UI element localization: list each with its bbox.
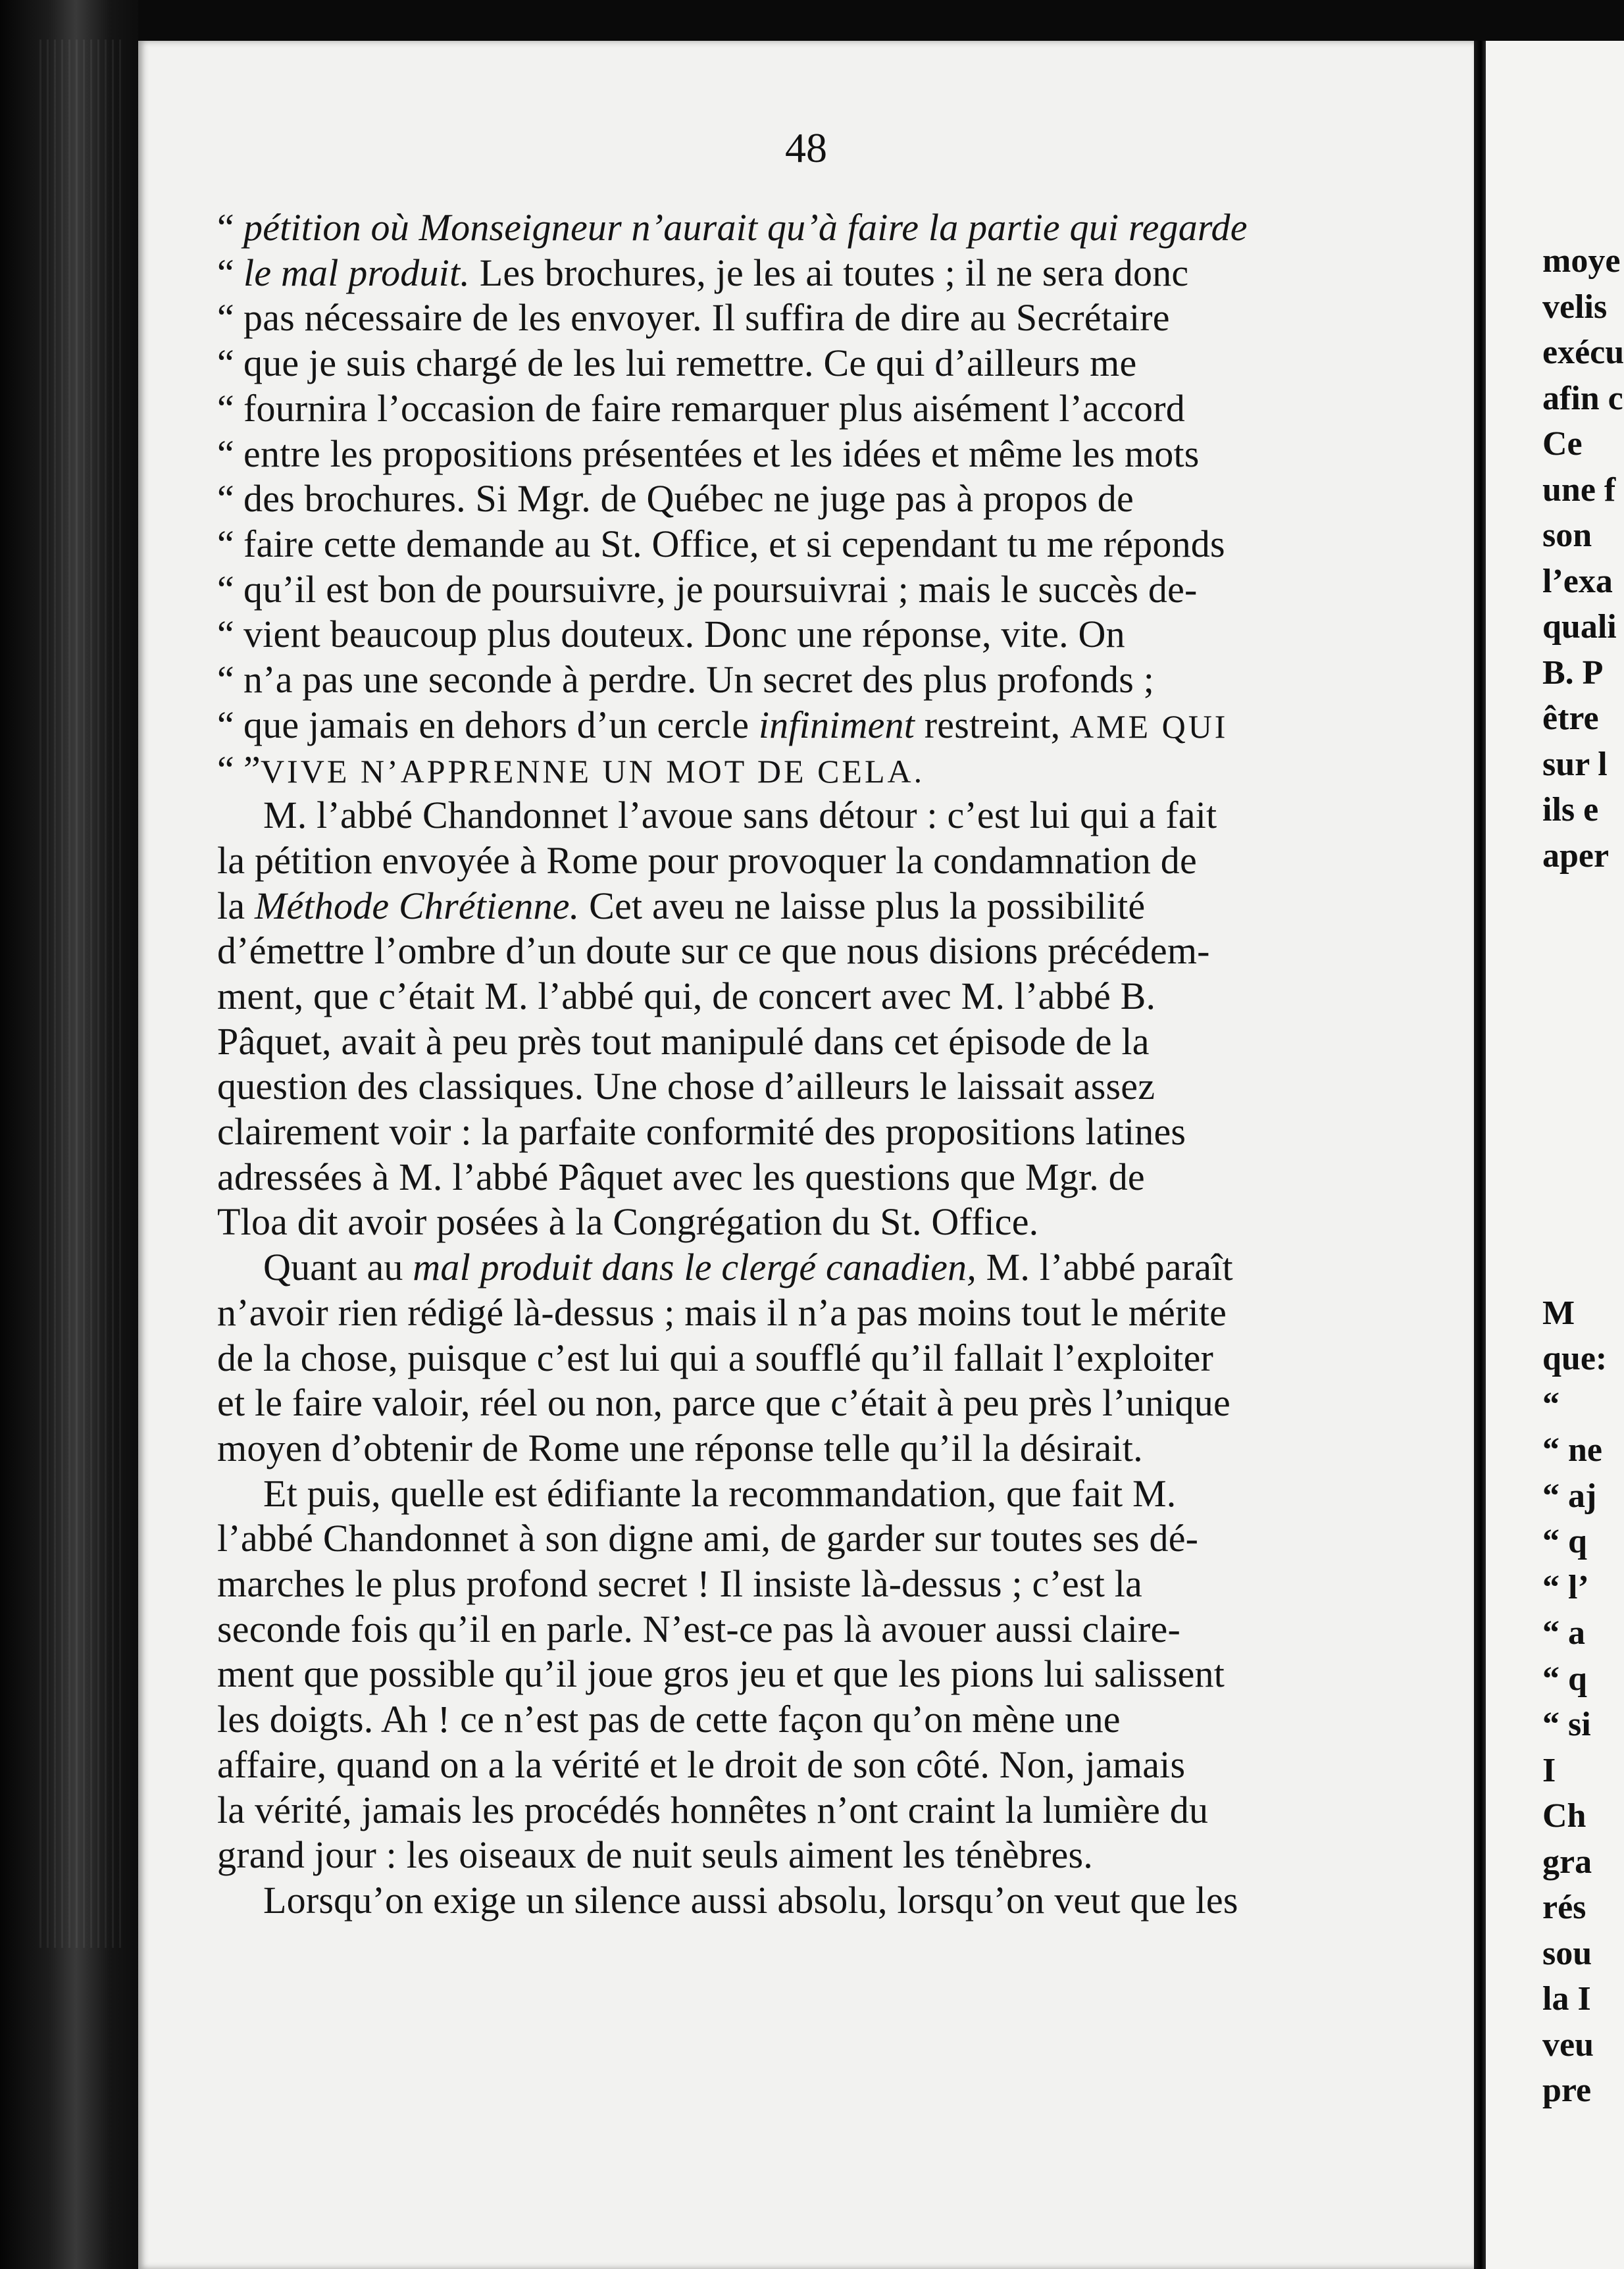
adjacent-page-line: “ q: [1542, 1523, 1587, 1560]
quote-mark: “: [217, 296, 234, 340]
text-line: [217, 251, 1454, 295]
text-line: [217, 838, 1454, 883]
adjacent-page-line: la I: [1542, 1980, 1591, 2018]
text-line: [217, 1336, 1454, 1381]
adjacent-page-line: “ ne: [1542, 1431, 1602, 1469]
text-segment: pas nécessaire de les envoyer. Il suffira de dire au Secrétaire: [243, 296, 1170, 340]
text-segment: Les brochures, je les ai toutes ; il ne sera donc: [470, 251, 1189, 294]
text-line: [217, 432, 1454, 476]
text-line: [217, 1562, 1454, 1606]
text-line: [217, 1200, 1454, 1244]
text-line: [217, 567, 1454, 612]
adjacent-page-line: une f: [1542, 471, 1616, 509]
text-line: [217, 205, 1454, 250]
text-segment: et le faire valoir, réel ou non, parce que c’était à peu près l’unique: [217, 1381, 1231, 1425]
text-segment: moyen d’obtenir de Rome une réponse telle qu’il la désirait.: [217, 1426, 1143, 1469]
adjacent-page-line: I: [1542, 1751, 1556, 1789]
adjacent-page-line: “ a: [1542, 1614, 1585, 1652]
adjacent-page-line: exécu: [1542, 334, 1624, 371]
text-segment: marches le plus profond secret ! Il insiste là-dessus ; c’est la: [217, 1562, 1142, 1605]
text-line: [217, 1471, 1500, 1516]
text-line: [217, 295, 1454, 340]
text-segment: que jamais en dehors d’un cercle: [243, 703, 759, 746]
text-line: [217, 1697, 1454, 1742]
adjacent-page-line: aper: [1542, 836, 1610, 875]
text-line: [217, 1381, 1454, 1425]
text-line: [217, 1788, 1454, 1833]
binding-texture: [39, 39, 125, 1948]
text-line: [217, 386, 1454, 431]
adjacent-page-line: moye: [1542, 242, 1621, 280]
text-segment: vient beaucoup plus douteux. Donc une réponse, vite. On: [243, 613, 1125, 656]
adjacent-page-line: veu: [1542, 2026, 1594, 2064]
text-line: [217, 703, 1454, 748]
adjacent-page-line: “: [1542, 1385, 1560, 1423]
text-line: [217, 1426, 1454, 1471]
text-line: [217, 612, 1454, 657]
text-line: [217, 1743, 1454, 1787]
adjacent-page-line: gra: [1542, 1843, 1592, 1881]
adjacent-page-line: sur l: [1542, 745, 1608, 783]
quote-mark: “: [217, 342, 234, 385]
small-caps-segment: VIVE N’APPRENNE UN MOT DE CELA.: [260, 753, 925, 790]
text-segment: M. l’abbé Chandonnet l’avoue sans détour : c’est lui qui a fait: [263, 794, 1217, 837]
text-line: [217, 929, 1454, 973]
text-segment: la: [217, 884, 255, 927]
adjacent-page-line: l’exa: [1542, 562, 1613, 600]
adjacent-page-line: afin c: [1542, 379, 1623, 417]
text-segment: adressées à M. l’abbé Pâquet avec les questions que Mgr. de: [217, 1155, 1145, 1198]
italic-segment: pétition où Monseigneur n’aurait qu’à faire la partie qui regarde: [243, 206, 1248, 249]
quote-mark: “: [217, 251, 234, 294]
quote-mark: “: [217, 206, 234, 249]
text-segment: Lorsqu’on exige un silence aussi absolu, lorsqu’on veut que les: [263, 1878, 1238, 1922]
text-segment: Quant au: [263, 1246, 413, 1289]
text-line: [217, 793, 1500, 838]
text-segment: ”: [243, 748, 261, 792]
text-segment: affaire, quand on a la vérité et le droit de son côté. Non, jamais: [217, 1743, 1186, 1786]
adjacent-page-line: “ q: [1542, 1660, 1587, 1698]
adjacent-page-line: M: [1542, 1294, 1575, 1332]
text-line: [217, 1607, 1454, 1652]
text-segment: Pâquet, avait à peu près tout manipulé dans cet épisode de la: [217, 1019, 1150, 1063]
text-line: [217, 1109, 1454, 1154]
text-segment: Cet aveu ne laisse plus la possibilité: [579, 884, 1146, 927]
text-segment: Tloa dit avoir posées à la Congrégation du St. Office.: [217, 1200, 1039, 1244]
text-segment: des brochures. Si Mgr. de Québec ne juge pas à propos de: [243, 477, 1134, 521]
text-segment: de la chose, puisque c’est lui qui a soufflé qu’il fallait l’exploiter: [217, 1336, 1214, 1379]
text-segment: faire cette demande au St. Office, et si cependant tu me réponds: [243, 522, 1225, 565]
text-segment: la vérité, jamais les procédés honnêtes n’ont craint la lumière du: [217, 1788, 1209, 1831]
italic-segment: mal produit dans le clergé canadien,: [413, 1246, 977, 1289]
text-segment: d’émettre l’ombre d’un doute sur ce que nous disions précédem-: [217, 929, 1210, 973]
italic-segment: infiniment: [758, 703, 915, 746]
adjacent-page-line: que:: [1542, 1340, 1608, 1377]
adjacent-page-line: son: [1542, 517, 1592, 554]
quote-mark: “: [217, 432, 234, 475]
page-gutter: [1474, 41, 1486, 2269]
scanner-binding-edge: [0, 0, 138, 2269]
text-segment: question des classiques. Une chose d’ailleurs le laissait assez: [217, 1065, 1155, 1108]
adjacent-page-line: être: [1542, 700, 1599, 737]
quote-mark: “: [217, 703, 234, 746]
text-line: [217, 657, 1454, 702]
text-line: [217, 476, 1454, 521]
adjacent-page-line: B. P: [1542, 653, 1604, 692]
quote-mark: “: [217, 477, 234, 521]
text-line: [217, 1019, 1454, 1064]
quote-mark: “: [217, 522, 234, 565]
text-line: [217, 1652, 1454, 1696]
adjacent-page-line: sou: [1542, 1934, 1592, 1972]
text-segment: Et puis, quelle est édifiante la recommandation, que fait M.: [263, 1471, 1177, 1515]
text-segment: l’abbé Chandonnet à son digne ami, de garder sur toutes ses dé-: [217, 1517, 1199, 1560]
text-line: [217, 341, 1454, 386]
text-segment: que je suis chargé de les lui remettre. Ce qui d’ailleurs me: [243, 342, 1137, 385]
text-line: [217, 1878, 1500, 1923]
adjacent-page-line: “ l’: [1542, 1568, 1589, 1606]
text-line: [217, 1516, 1454, 1561]
text-segment: ment que possible qu’il joue gros jeu et que les pions lui salissent: [217, 1652, 1225, 1696]
quote-mark: “: [217, 386, 234, 430]
text-segment: clairement voir : la parfaite conformité des propositions latines: [217, 1110, 1186, 1153]
text-segment: fournira l’occasion de faire remarquer plus aisément l’accord: [243, 386, 1185, 430]
text-line: [217, 748, 1454, 792]
quote-mark: “: [217, 613, 234, 656]
adjacent-page-line: ils e: [1542, 791, 1599, 829]
text-segment: grand jour : les oiseaux de nuit seuls aiment les ténèbres.: [217, 1833, 1093, 1877]
text-segment: entre les propositions présentées et les idées et même les mots: [243, 432, 1200, 475]
text-line: [217, 1833, 1454, 1877]
text-segment: les doigts. Ah ! ce n’est pas de cette façon qu’on mène une: [217, 1698, 1121, 1741]
text-segment: seconde fois qu’il en parle. N’est-ce pas là avouer aussi claire-: [217, 1607, 1180, 1650]
text-segment: n’avoir rien rédigé là-dessus ; mais il n’a pas moins tout le mérite: [217, 1290, 1227, 1334]
quote-mark: “: [217, 748, 234, 792]
text-segment: la pétition envoyée à Rome pour provoquer la condamnation de: [217, 838, 1197, 882]
adjacent-page-line: velis: [1542, 288, 1608, 326]
adjacent-page-line: Ce: [1542, 425, 1583, 463]
adjacent-page-line: rés: [1542, 1889, 1586, 1926]
page-number: 48: [785, 124, 827, 171]
text-line: [217, 522, 1454, 567]
adjacent-page-fragment: [1486, 41, 1624, 2269]
text-line: [217, 1245, 1500, 1290]
adjacent-page-line: “ aj: [1542, 1477, 1597, 1515]
text-segment: n’a pas une seconde à perdre. Un secret des plus profonds ;: [243, 658, 1155, 701]
text-segment: qu’il est bon de poursuivre, je poursuivrai ; mais le succès de-: [243, 567, 1198, 611]
text-line: [217, 1155, 1454, 1200]
adjacent-page-line: quali: [1542, 608, 1617, 646]
adjacent-page-line: “ si: [1542, 1706, 1591, 1743]
text-segment: ment, que c’était M. l’abbé qui, de concert avec M. l’abbé B.: [217, 974, 1156, 1017]
text-line: [217, 1064, 1454, 1109]
italic-segment: Méthode Chrétienne.: [254, 884, 580, 927]
adjacent-page-line: pre: [1542, 2072, 1592, 2109]
quote-mark: “: [217, 567, 234, 611]
small-caps-segment: AME QUI: [1069, 707, 1229, 745]
quote-mark: “: [217, 658, 234, 701]
adjacent-page-line: Ch: [1542, 1797, 1586, 1835]
text-segment: M. l’abbé paraît: [976, 1246, 1233, 1289]
text-line: [217, 1290, 1454, 1335]
text-segment: restreint,: [915, 703, 1070, 746]
italic-segment: le mal produit.: [243, 251, 470, 294]
text-line: [217, 974, 1454, 1019]
text-line: [217, 884, 1454, 929]
